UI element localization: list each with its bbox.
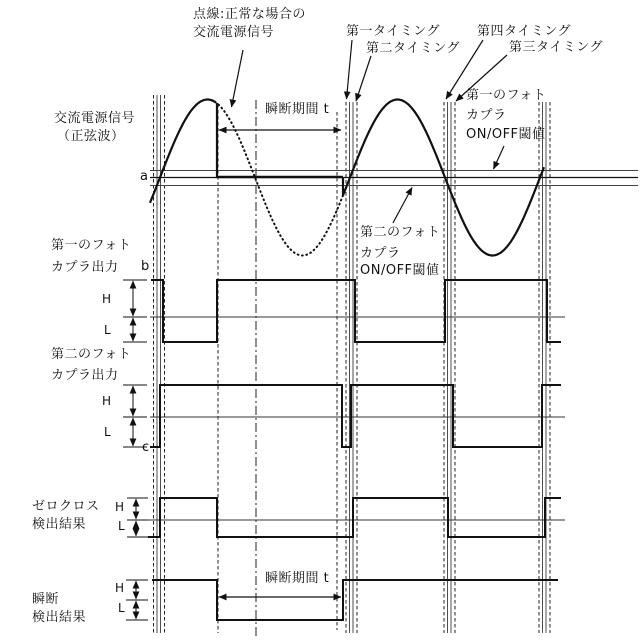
label-timing-third: 第三タイミング [509, 40, 603, 55]
zerocross-result-waveform [148, 498, 561, 537]
row-label-zerocross-1: ゼロクロス [32, 499, 100, 514]
marker-a: a [140, 169, 148, 184]
label-pc2-threshold-3: ON/OFF閾値 [360, 263, 440, 278]
label-interruption-period-bottom: 瞬断期間 t [265, 571, 330, 586]
label-timing-second: 第二タイミング [366, 41, 460, 56]
row-label-pc1-1: 第一のフォト [51, 238, 132, 253]
label-pc1-threshold-3: ON/OFF閾値 [466, 127, 546, 142]
interruption-h-label: H [115, 581, 125, 595]
label-pc2-threshold-1: 第二のフォト [360, 225, 441, 240]
row-label-pc2-2: カプラ出力 [51, 368, 119, 383]
zerocross-l-label: L [118, 519, 125, 533]
ac-wave-solid-1 [150, 100, 216, 203]
interruption-l-label: L [118, 601, 125, 615]
label-pc2-threshold-2: カプラ [360, 246, 401, 261]
row-label-ac-1: 交流電源信号 [54, 111, 136, 126]
timing-first-arrow [347, 40, 353, 99]
pc1-output-waveform [151, 280, 561, 342]
row-label-zerocross-2: 検出結果 [32, 517, 87, 532]
note-dotted-line2: 交流電源信号 [193, 25, 275, 40]
label-pc1-threshold-2: カプラ [466, 108, 507, 123]
pc2-threshold-arrow [393, 188, 412, 224]
pc1-threshold-arrow [494, 146, 505, 169]
interruption-result-waveform [152, 580, 558, 620]
timing-second-arrow [356, 56, 371, 101]
marker-b: b [141, 259, 150, 274]
label-timing-fourth: 第四タイミング [477, 24, 571, 39]
row-label-ac-2: （正弦波） [57, 129, 125, 144]
label-pc1-threshold-1: 第一のフォト [466, 88, 547, 103]
pc1-h-label: H [102, 292, 112, 306]
row-label-interruption-1: 瞬断 [32, 592, 60, 607]
label-interruption-period-top: 瞬断期間 t [265, 102, 330, 117]
diagram-lines [123, 40, 638, 637]
row-label-pc2-1: 第二のフォト [51, 347, 132, 362]
dotted-note-arrow [232, 50, 244, 107]
marker-c: c [142, 440, 150, 455]
row-label-pc1-2: カプラ出力 [51, 260, 119, 275]
pc2-output-waveform [150, 385, 561, 447]
pc2-l-label: L [104, 425, 111, 439]
label-timing-first: 第一タイミング [346, 24, 440, 39]
zerocross-h-label: H [115, 500, 125, 514]
note-dotted-line1: 点線:正常な場合の [193, 7, 306, 22]
row-label-interruption-2: 検出結果 [32, 610, 87, 625]
pc2-h-label: H [102, 394, 112, 408]
pc1-l-label: L [104, 323, 111, 337]
